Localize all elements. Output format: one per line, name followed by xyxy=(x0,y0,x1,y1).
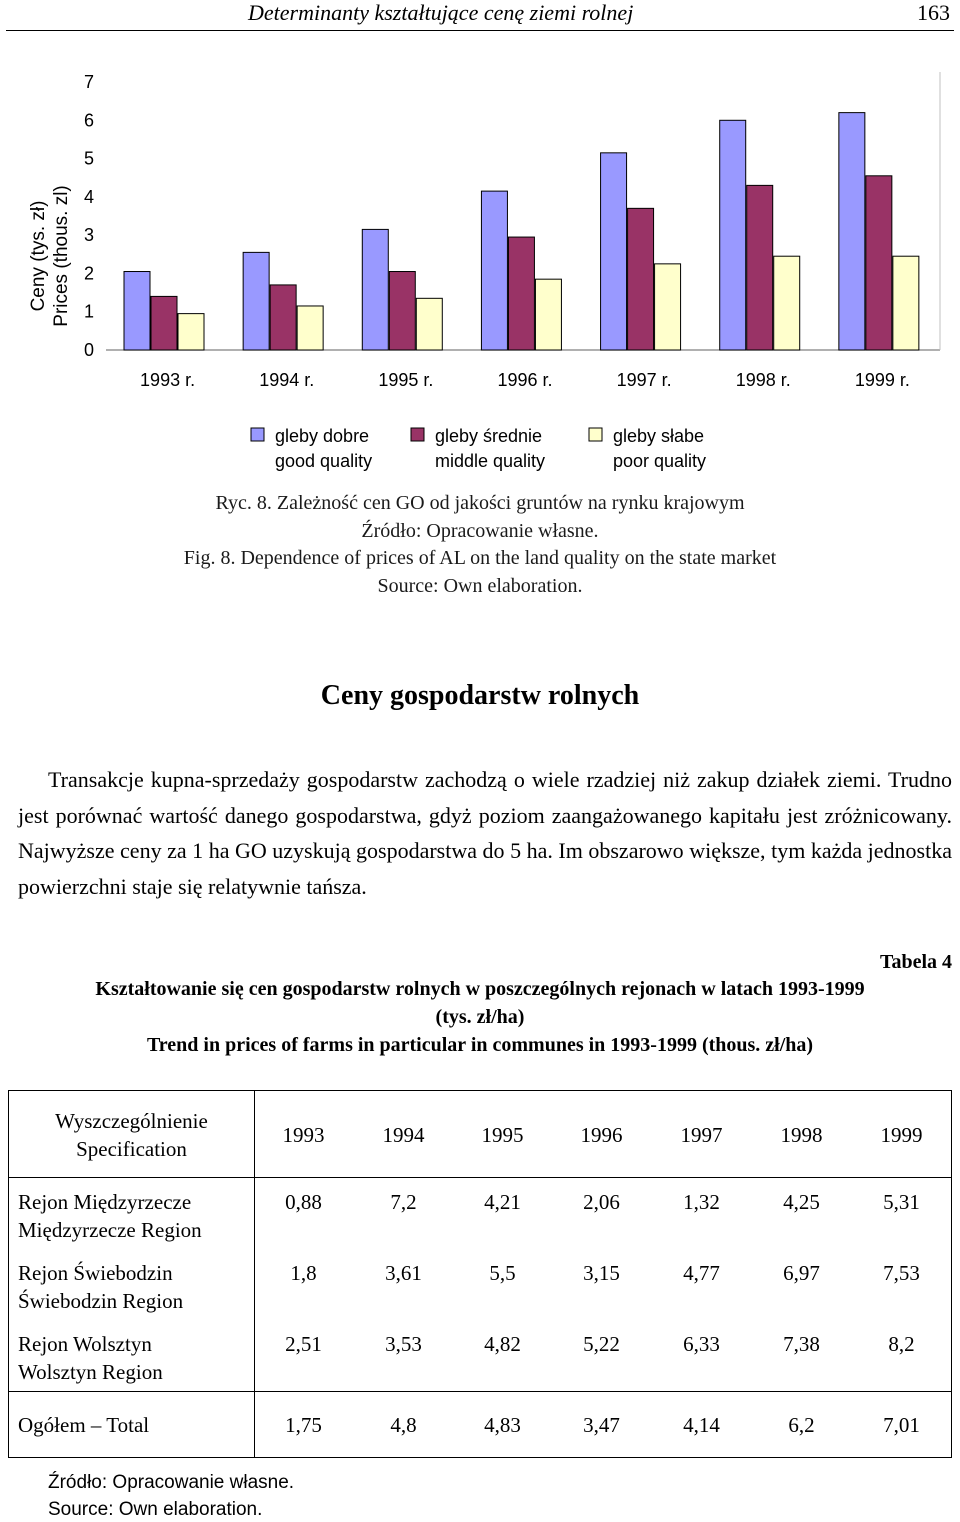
y-axis-title-en: Prices (thous. zl) xyxy=(51,185,72,327)
table-source-en: Source: Own elaboration. xyxy=(48,1499,263,1520)
table-cell: 5,22 xyxy=(583,1332,620,1356)
x-tick-label: 1999 r. xyxy=(854,370,910,390)
figure-source-en: Source: Own elaboration. xyxy=(377,575,583,597)
x-tick-label: 1993 r. xyxy=(140,370,196,390)
figure-caption-en: Fig. 8. Dependence of prices of AL on the land quality on the state market xyxy=(183,547,777,569)
bar xyxy=(655,264,681,350)
total-cell: 4,83 xyxy=(484,1413,521,1437)
legend-label-pl: gleby słabe xyxy=(613,426,705,446)
total-cell: 6,2 xyxy=(788,1413,815,1437)
x-tick-label: 1998 r. xyxy=(735,370,791,390)
table-cell: 1,32 xyxy=(683,1190,720,1214)
bar xyxy=(720,120,746,350)
legend-swatch xyxy=(589,428,602,441)
figure-caption-pl: Ryc. 8. Zależność cen GO od jakości gruntów na rynku krajowym xyxy=(215,492,745,514)
table-cell: 4,25 xyxy=(783,1190,820,1214)
header-rule xyxy=(6,30,954,31)
year-header: 1999 xyxy=(880,1123,923,1147)
header-specification-en: Specification xyxy=(76,1137,187,1161)
y-tick-label: 1 xyxy=(83,301,94,322)
table-cell: 3,61 xyxy=(385,1261,422,1285)
bar-chart xyxy=(0,40,960,480)
row-name-en: Świebodzin Region xyxy=(18,1289,184,1313)
bar xyxy=(601,153,627,350)
y-axis-title xyxy=(28,185,72,326)
bar xyxy=(535,279,561,350)
legend-swatch xyxy=(411,428,424,441)
bar xyxy=(416,298,442,350)
bar xyxy=(839,113,865,350)
table-source-pl: Źródło: Opracowanie własne. xyxy=(48,1472,295,1493)
year-header: 1997 xyxy=(680,1123,723,1147)
y-tick-label: 4 xyxy=(83,186,94,207)
table-title-en: Trend in prices of farms in particular in communes in 1993-1999 (thous. zł/ha) xyxy=(146,1034,814,1056)
bar xyxy=(362,229,388,350)
plot-area xyxy=(84,72,940,390)
bar xyxy=(124,272,150,350)
year-header: 1998 xyxy=(780,1123,823,1147)
body-paragraph: Transakcje kupna-sprzedaży gospodarstw zachodzą o wiele rzadziej niż zakup działek ziemi. Trudno jest porównać wartość danego gospodarstwa, gdyż poziom zaangażowanego kapitału jest zróżnicowany. Najwyższe ceny za 1 ha GO uzyskują gospodarstwa do 5 ha. Im obszarowo większe, tym każda jednostka powierzchni staje się relatywnie tańsza. xyxy=(18,767,952,899)
y-tick-label: 2 xyxy=(83,263,94,284)
bar xyxy=(297,306,323,350)
table-cell: 2,06 xyxy=(583,1190,620,1214)
table-cell: 8,2 xyxy=(888,1332,915,1356)
row-name-pl: Rejon Wolsztyn xyxy=(18,1332,152,1356)
total-cell: 4,14 xyxy=(683,1413,720,1437)
year-header: 1994 xyxy=(382,1123,425,1147)
legend-swatch xyxy=(251,428,264,441)
table-cell: 6,97 xyxy=(783,1261,820,1285)
bar xyxy=(747,185,773,350)
table-cell: 6,33 xyxy=(683,1332,720,1356)
running-title: Determinanty kształtujące cenę ziemi rolnej xyxy=(248,0,634,25)
year-header: 1995 xyxy=(481,1123,524,1147)
bar xyxy=(481,191,507,350)
y-axis-title-pl: Ceny (tys. zł) xyxy=(28,200,49,312)
legend-label-pl: gleby średnie xyxy=(435,426,543,446)
table-cell: 1,8 xyxy=(290,1261,317,1285)
chart-legend xyxy=(251,426,706,471)
table-cell: 0,88 xyxy=(285,1190,322,1214)
table-cell: 7,53 xyxy=(883,1261,920,1285)
total-cell: 3,47 xyxy=(583,1413,620,1437)
bar xyxy=(270,285,296,350)
table-number: Tabela 4 xyxy=(879,951,952,973)
table-cell: 7,38 xyxy=(783,1332,820,1356)
table-cell: 2,51 xyxy=(285,1332,322,1356)
figure-source-pl: Źródło: Opracowanie własne. xyxy=(361,520,599,542)
bar xyxy=(243,252,269,350)
bar xyxy=(893,256,919,350)
table-title-pl: Kształtowanie się cen gospodarstw rolnych w poszczególnych rejonach w latach 1993-1999 xyxy=(95,978,865,1000)
y-tick-label: 3 xyxy=(83,225,94,246)
table-title-unit: (tys. zł/ha) xyxy=(435,1006,525,1028)
total-cell: 4,8 xyxy=(390,1413,417,1437)
data-table xyxy=(8,1090,952,1458)
total-cell: 7,01 xyxy=(883,1413,920,1437)
table-cell: 5,31 xyxy=(883,1190,920,1214)
running-header xyxy=(0,0,960,32)
bar xyxy=(151,296,177,350)
page-number: 163 xyxy=(917,0,950,25)
row-name-pl: Rejon Międzyrzecze xyxy=(18,1190,192,1214)
table-cell: 5,5 xyxy=(489,1261,516,1285)
y-tick-label: 6 xyxy=(83,110,94,131)
header-specification xyxy=(9,1107,254,1163)
table-cell: 4,82 xyxy=(484,1332,521,1356)
bar xyxy=(178,314,204,350)
row-name-en: Międzyrzecze Region xyxy=(18,1218,202,1242)
x-tick-label: 1996 r. xyxy=(497,370,553,390)
table-cell: 4,21 xyxy=(484,1190,521,1214)
row-name-en: Wolsztyn Region xyxy=(18,1360,163,1384)
table-cell: 3,15 xyxy=(583,1261,620,1285)
table-total-rule xyxy=(9,1391,951,1392)
header-specification-pl: Wyszczególnienie xyxy=(55,1109,208,1133)
year-header: 1996 xyxy=(580,1123,623,1147)
legend-label-pl: gleby dobre xyxy=(275,426,370,446)
y-tick-label: 0 xyxy=(83,340,94,360)
total-cell: 1,75 xyxy=(285,1413,322,1437)
y-tick-label: 5 xyxy=(83,148,94,169)
bar xyxy=(866,176,892,350)
bar xyxy=(389,272,415,350)
x-tick-label: 1997 r. xyxy=(616,370,672,390)
y-tick-label: 7 xyxy=(83,72,94,92)
table-header-rule xyxy=(9,1177,951,1178)
x-tick-label: 1995 r. xyxy=(378,370,434,390)
bar xyxy=(774,256,800,350)
bar xyxy=(628,208,654,350)
table-cell: 4,77 xyxy=(683,1261,720,1285)
section-heading: Ceny gospodarstw rolnych xyxy=(320,680,640,711)
legend-label-en: good quality xyxy=(275,451,373,471)
legend-label-en: middle quality xyxy=(435,451,546,471)
total-label: Ogółem – Total xyxy=(18,1413,150,1437)
legend-label-en: poor quality xyxy=(613,451,707,471)
table-cell: 7,2 xyxy=(390,1190,417,1214)
bar xyxy=(508,237,534,350)
x-tick-label: 1994 r. xyxy=(259,370,315,390)
row-name-pl: Rejon Świebodzin xyxy=(18,1261,173,1285)
year-header: 1993 xyxy=(282,1123,325,1147)
table-cell: 3,53 xyxy=(385,1332,422,1356)
